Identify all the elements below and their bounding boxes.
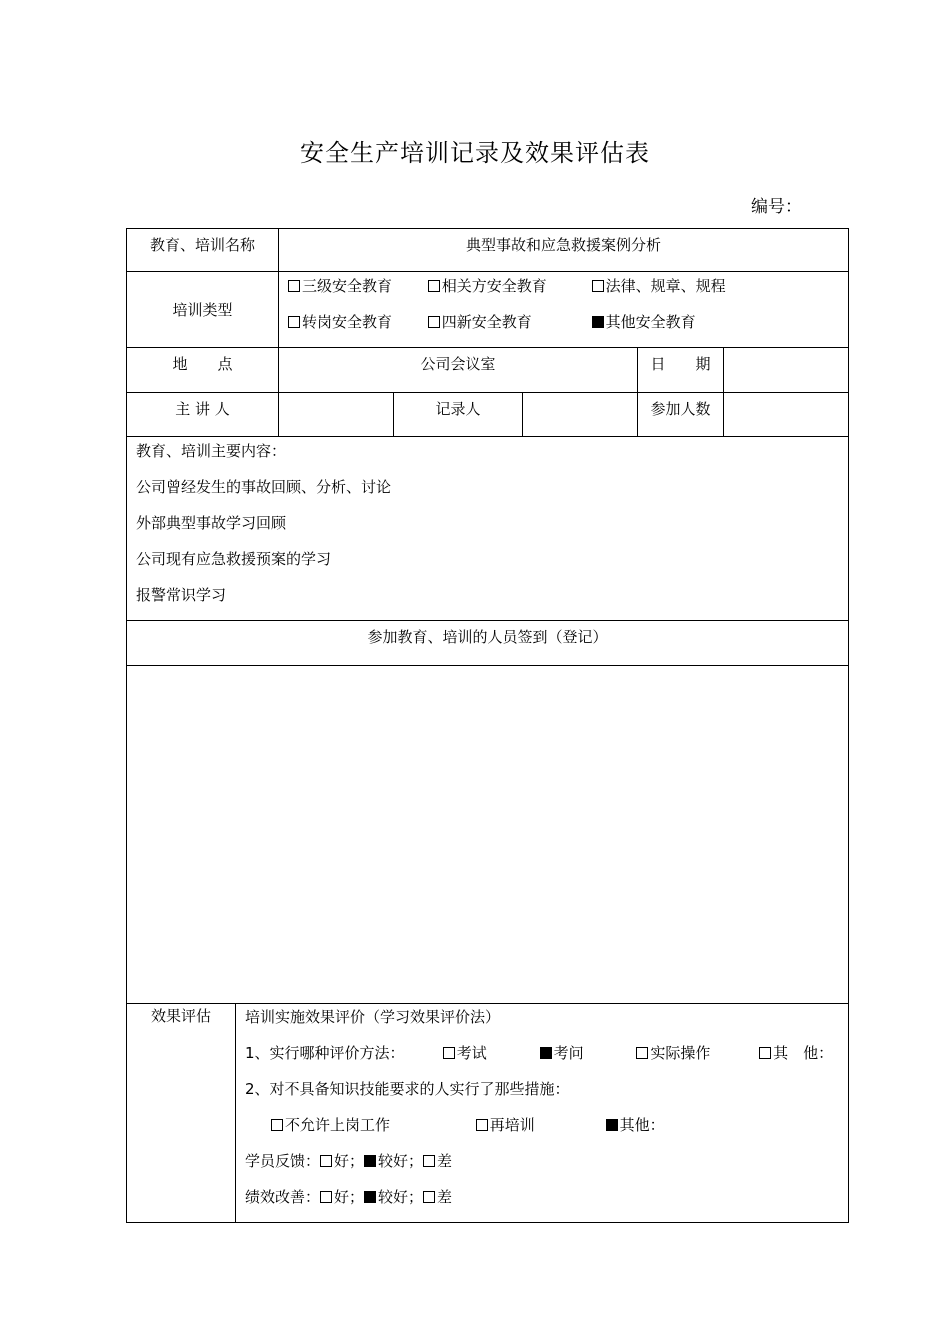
recorder-value-cell[interactable] bbox=[523, 393, 638, 437]
training-name-label-cell bbox=[127, 229, 279, 272]
checkbox-icon bbox=[476, 1119, 488, 1131]
training-type-option-label: 三级安全教育 bbox=[302, 277, 393, 295]
option-label: 考问 bbox=[553, 1044, 584, 1062]
location-value: 公司会议室 bbox=[420, 355, 496, 373]
training-type-label-cell bbox=[127, 272, 279, 348]
option-label: 差 bbox=[437, 1152, 453, 1170]
training-type-option-label: 四新安全教育 bbox=[441, 313, 532, 331]
evaluation-method-label: 1、实行哪种评价方法： bbox=[245, 1044, 405, 1062]
training-type-row-1 bbox=[288, 275, 848, 311]
recorder-label-cell bbox=[394, 393, 523, 437]
training-record-form bbox=[126, 228, 849, 1223]
evaluation-measures-line bbox=[245, 1114, 848, 1150]
speaker-row bbox=[127, 393, 849, 437]
checkbox-icon bbox=[428, 316, 440, 328]
speaker-label: 主 讲 人 bbox=[175, 400, 230, 418]
training-type-option-label: 相关方安全教育 bbox=[441, 277, 547, 295]
training-type-row-2 bbox=[288, 311, 848, 347]
training-type-row bbox=[127, 272, 849, 348]
document-number bbox=[751, 192, 842, 217]
date-value-cell[interactable] bbox=[724, 348, 849, 393]
evaluation-measures-question: 2、对不具备知识技能要求的人实行了那些措施： bbox=[245, 1080, 570, 1098]
document-title: 安全生产培训记录及效果评估表 bbox=[300, 139, 650, 167]
checkbox-icon bbox=[320, 1155, 332, 1167]
location-label: 地 点 bbox=[172, 355, 233, 373]
training-type-label: 培训类型 bbox=[172, 301, 233, 319]
checked-checkbox-icon bbox=[364, 1155, 376, 1167]
option-label: 好； bbox=[334, 1188, 365, 1206]
content-line: 外部典型事故学习回顾 bbox=[136, 514, 287, 532]
training-name-value-cell[interactable] bbox=[279, 229, 849, 272]
evaluation-measure-option[interactable] bbox=[476, 1114, 601, 1136]
attendees-label: 参加人数 bbox=[650, 400, 711, 418]
option-label: 其 他： bbox=[773, 1044, 834, 1062]
location-value-cell[interactable] bbox=[279, 348, 638, 393]
training-type-options-cell bbox=[279, 272, 849, 348]
checked-checkbox-icon bbox=[592, 316, 604, 328]
training-name-row bbox=[127, 229, 849, 272]
training-type-option[interactable] bbox=[592, 311, 696, 333]
signin-heading-row bbox=[127, 621, 849, 666]
option-label: 不允许上岗工作 bbox=[285, 1116, 391, 1134]
signin-area-row bbox=[127, 666, 849, 1004]
option-label: 较好； bbox=[378, 1152, 424, 1170]
improvement-option[interactable] bbox=[423, 1186, 452, 1208]
feedback-label: 学员反馈： bbox=[245, 1152, 321, 1170]
location-row bbox=[127, 348, 849, 393]
option-label: 其他： bbox=[619, 1116, 665, 1134]
training-type-option[interactable] bbox=[592, 275, 726, 297]
attendees-value bbox=[724, 393, 848, 399]
feedback-option[interactable] bbox=[320, 1150, 364, 1172]
checkbox-icon bbox=[423, 1191, 435, 1203]
evaluation-content-cell bbox=[236, 1004, 849, 1223]
evaluation-heading: 培训实施效果评价（学习效果评价法） bbox=[245, 1008, 501, 1026]
content-line: 公司曾经发生的事故回顾、分析、讨论 bbox=[136, 478, 392, 496]
evaluation-measure-option[interactable] bbox=[606, 1114, 665, 1136]
checkbox-icon bbox=[423, 1155, 435, 1167]
checkbox-icon bbox=[428, 280, 440, 292]
feedback-option[interactable] bbox=[423, 1150, 452, 1172]
recorder-value bbox=[523, 393, 637, 399]
speaker-value-cell[interactable] bbox=[279, 393, 394, 437]
training-type-option-label: 其他安全教育 bbox=[605, 313, 696, 331]
feedback-line bbox=[245, 1150, 848, 1186]
evaluation-measure-option[interactable] bbox=[271, 1114, 471, 1136]
training-type-option[interactable] bbox=[428, 275, 587, 297]
location-label-cell bbox=[127, 348, 279, 393]
evaluation-method-option[interactable] bbox=[540, 1042, 632, 1064]
option-label: 实际操作 bbox=[650, 1044, 711, 1062]
feedback-option[interactable] bbox=[364, 1150, 423, 1172]
speaker-value bbox=[279, 393, 393, 399]
content-line: 报警常识学习 bbox=[136, 586, 227, 604]
checked-checkbox-icon bbox=[540, 1047, 552, 1059]
training-type-option[interactable] bbox=[428, 311, 587, 333]
training-type-option-label: 法律、规章、规程 bbox=[605, 277, 726, 295]
option-label: 好； bbox=[334, 1152, 365, 1170]
content-line: 公司现有应急救援预案的学习 bbox=[136, 550, 332, 568]
checkbox-icon bbox=[288, 280, 300, 292]
checkbox-icon bbox=[288, 316, 300, 328]
content-row bbox=[127, 437, 849, 621]
improvement-option[interactable] bbox=[364, 1186, 423, 1208]
signin-heading-cell bbox=[127, 621, 849, 666]
training-type-option[interactable] bbox=[288, 275, 423, 297]
training-type-option[interactable] bbox=[288, 311, 423, 333]
checkbox-icon bbox=[271, 1119, 283, 1131]
evaluation-method-option[interactable] bbox=[759, 1042, 833, 1064]
recorder-label: 记录人 bbox=[435, 400, 481, 418]
date-label: 日 期 bbox=[650, 355, 711, 373]
signin-area[interactable] bbox=[127, 666, 849, 1004]
evaluation-label: 效果评估 bbox=[150, 1007, 211, 1025]
improvement-option[interactable] bbox=[320, 1186, 364, 1208]
signin-heading: 参加教育、培训的人员签到（登记） bbox=[367, 628, 608, 646]
date-label-cell bbox=[638, 348, 724, 393]
checkbox-icon bbox=[592, 280, 604, 292]
option-label: 考试 bbox=[456, 1044, 487, 1062]
content-cell bbox=[127, 437, 849, 621]
attendees-label-cell bbox=[638, 393, 724, 437]
speaker-label-cell bbox=[127, 393, 279, 437]
evaluation-row bbox=[127, 1004, 849, 1223]
checkbox-icon bbox=[443, 1047, 455, 1059]
training-type-option-label: 转岗安全教育 bbox=[302, 313, 393, 331]
evaluation-method-option[interactable] bbox=[636, 1042, 754, 1064]
improvement-label: 绩效改善： bbox=[245, 1188, 321, 1206]
evaluation-label-cell bbox=[127, 1004, 236, 1223]
improvement-line bbox=[245, 1186, 848, 1222]
checked-checkbox-icon bbox=[606, 1119, 618, 1131]
training-name-value: 典型事故和应急救援案例分析 bbox=[466, 236, 662, 254]
evaluation-method-line bbox=[245, 1042, 848, 1078]
date-value bbox=[724, 348, 848, 354]
document-number-label: 编号： bbox=[751, 197, 802, 217]
option-label: 较好； bbox=[378, 1188, 424, 1206]
checkbox-icon bbox=[636, 1047, 648, 1059]
training-name-label: 教育、培训名称 bbox=[150, 236, 256, 254]
attendees-value-cell[interactable] bbox=[724, 393, 849, 437]
option-label: 再培训 bbox=[489, 1116, 535, 1134]
checkbox-icon bbox=[320, 1191, 332, 1203]
checked-checkbox-icon bbox=[364, 1191, 376, 1203]
evaluation-method-option[interactable] bbox=[443, 1042, 535, 1064]
option-label: 差 bbox=[437, 1188, 453, 1206]
content-heading: 教育、培训主要内容： bbox=[136, 442, 287, 460]
checkbox-icon bbox=[759, 1047, 771, 1059]
